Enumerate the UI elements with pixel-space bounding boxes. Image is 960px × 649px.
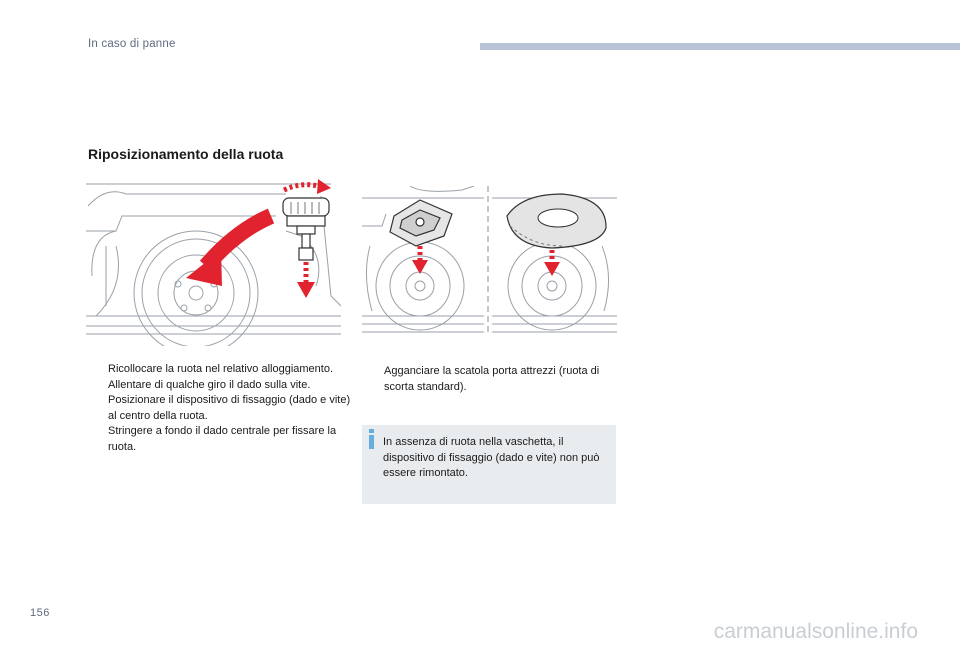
page-number: 156	[30, 607, 50, 619]
step-text: Allentare di qualche giro il dado sulla vite.	[108, 378, 311, 391]
toolbox-steps-list	[364, 364, 614, 395]
section-title: Riposizionamento della ruota	[88, 146, 284, 162]
list-item	[88, 378, 353, 394]
toolbox-attach-illustration	[362, 186, 617, 346]
info-icon	[369, 429, 374, 433]
header-bar	[480, 43, 960, 50]
info-note	[362, 425, 616, 504]
info-note-text: In assenza di ruota nella vaschetta, il dispositivo di fissaggio (dado e vite) non può essere rimontato.	[383, 436, 600, 479]
list-item	[88, 362, 353, 378]
step-text: Stringere a fondo il dado centrale per fissare la ruota.	[108, 425, 337, 453]
step-text: Ricollocare la ruota nel relativo alloggiamento.	[108, 363, 334, 375]
list-item	[88, 424, 353, 455]
list-item	[364, 364, 614, 395]
chapter-title: In caso di panne	[88, 38, 176, 50]
step-text: Agganciare la scatola porta attrezzi (ruota di scorta standard).	[384, 365, 600, 393]
watermark: carmanualsonline.info	[713, 620, 918, 643]
info-accent-bar	[369, 435, 374, 449]
list-item	[88, 393, 353, 424]
wheel-steps-list	[88, 362, 353, 455]
wheel-reposition-illustration	[86, 176, 341, 346]
step-text: Posizionare il dispositivo di fissaggio (dado e vite) al centro della ruota.	[108, 394, 351, 422]
